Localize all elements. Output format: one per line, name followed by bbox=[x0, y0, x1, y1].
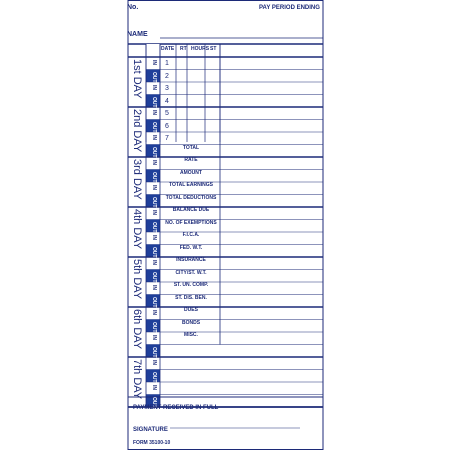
payment-received-label: PAYMENT RECEIVED IN FULL bbox=[133, 405, 219, 411]
date-number: 4 bbox=[165, 97, 169, 105]
out-label: OUT bbox=[151, 297, 157, 308]
day-label-text: 6th DAY bbox=[131, 309, 143, 350]
out-label: OUT bbox=[151, 247, 157, 258]
in-label: IN bbox=[151, 159, 157, 165]
earnings-field-label: BONDS bbox=[181, 319, 201, 326]
out-label: OUT bbox=[151, 372, 157, 383]
out-label: OUT bbox=[151, 97, 157, 108]
out-label: OUT bbox=[151, 122, 157, 133]
in-label: IN bbox=[151, 184, 157, 190]
date-number: 7 bbox=[165, 135, 169, 142]
in-label: IN bbox=[151, 284, 157, 290]
earnings-field-label: BALANCE DUE bbox=[172, 207, 210, 213]
out-label: OUT bbox=[151, 172, 157, 183]
earnings-field-label: TOTAL DEDUCTIONS bbox=[165, 194, 217, 201]
out-label: OUT bbox=[151, 147, 157, 158]
pay-period-label: PAY PERIOD ENDING bbox=[259, 5, 320, 11]
out-label: OUT bbox=[151, 197, 157, 208]
date-header: DATE bbox=[161, 46, 175, 52]
out-label: OUT bbox=[151, 272, 157, 283]
header-band bbox=[146, 44, 160, 57]
st-header: ST bbox=[210, 46, 217, 52]
in-label: IN bbox=[151, 384, 157, 390]
earnings-field-label: CITY/ST. W.T. bbox=[175, 269, 207, 276]
earnings-field-label: AMOUNT bbox=[180, 169, 202, 176]
earnings-field-label: NO. OF EXEMPTIONS bbox=[165, 219, 217, 226]
date-number: 2 bbox=[165, 72, 169, 80]
earnings-field-label: ST. UN. COMP. bbox=[173, 282, 209, 288]
rt-header: RT bbox=[180, 46, 187, 52]
number-label: No. bbox=[127, 4, 139, 11]
form-number: FORM 35100-10 bbox=[133, 440, 171, 446]
signature-label: SIGNATURE bbox=[133, 427, 168, 433]
day-label-text: 4th DAY bbox=[131, 209, 143, 250]
in-label: IN bbox=[151, 359, 157, 365]
in-label: IN bbox=[151, 334, 157, 340]
earnings-field-label: TOTAL bbox=[182, 144, 200, 151]
out-label: OUT bbox=[151, 322, 157, 333]
earnings-field-label: ST. DIS. BEN. bbox=[175, 294, 207, 301]
day-label-text: 1st DAY bbox=[131, 59, 143, 99]
in-label: IN bbox=[151, 209, 157, 215]
day-label-text: 2nd DAY bbox=[131, 109, 143, 153]
in-label: IN bbox=[151, 259, 157, 265]
day-label-text: 3rd DAY bbox=[131, 159, 143, 200]
in-label: IN bbox=[151, 84, 157, 90]
date-number: 1 bbox=[165, 60, 169, 67]
out-label: OUT bbox=[151, 397, 157, 408]
earnings-field-label: MISC. bbox=[184, 332, 198, 338]
earnings-field-label: DUES bbox=[184, 307, 198, 313]
day-label-text: 7th DAY bbox=[131, 359, 143, 400]
date-number: 6 bbox=[165, 122, 169, 130]
in-label: IN bbox=[151, 59, 157, 65]
earnings-field-label: F.I.C.A. bbox=[182, 232, 200, 238]
earnings-field-label: RATE bbox=[184, 157, 198, 163]
in-label: IN bbox=[151, 134, 157, 140]
date-number: 3 bbox=[165, 85, 169, 92]
day-label-text: 5th DAY bbox=[131, 259, 143, 300]
out-label: OUT bbox=[151, 72, 157, 83]
in-label: IN bbox=[151, 234, 157, 240]
earnings-field-label: TOTAL EARNINGS bbox=[169, 182, 213, 188]
out-label: OUT bbox=[151, 222, 157, 233]
in-label: IN bbox=[151, 309, 157, 315]
out-label: OUT bbox=[151, 347, 157, 358]
in-label: IN bbox=[151, 109, 157, 115]
hours-header: HOURS bbox=[191, 46, 210, 52]
earnings-field-label: INSURANCE bbox=[176, 257, 206, 263]
name-label: NAME bbox=[127, 31, 148, 38]
earnings-field-label: FED. W.T. bbox=[179, 244, 203, 251]
date-number: 5 bbox=[165, 110, 169, 117]
